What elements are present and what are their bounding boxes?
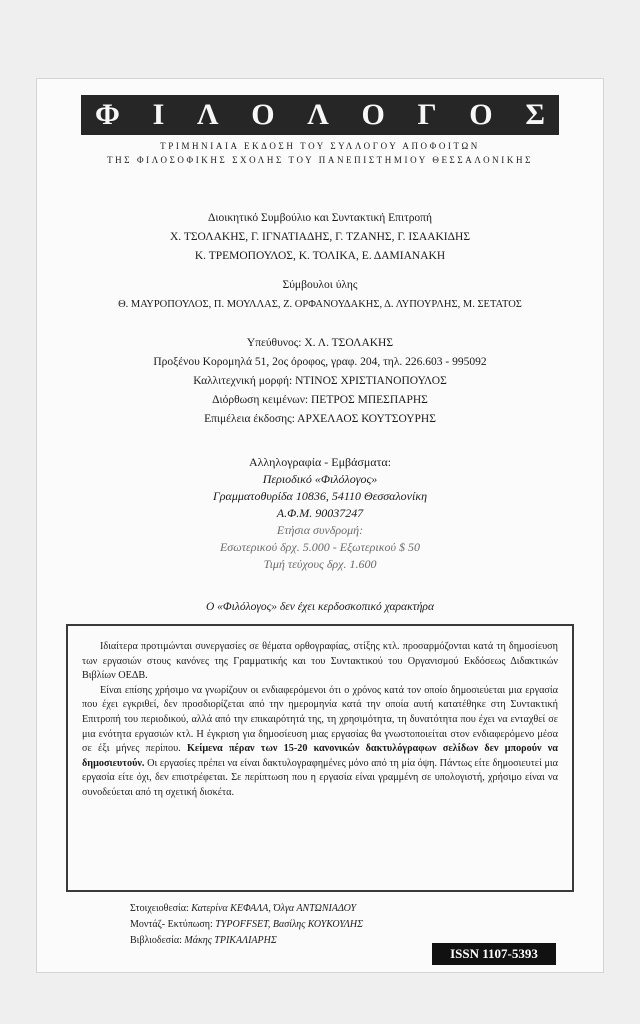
editorial-committee: [47, 209, 593, 266]
title-letter: Ο: [469, 98, 493, 131]
content-advisors: [47, 276, 593, 314]
responsible-person: Υπεύθυνος: Χ. Λ. ΤΣΟΛΑΚΗΣ: [246, 337, 394, 349]
credit-value: TYPOFFSET, Βασίλης ΚΟΥΚΟΥΛΗΣ: [215, 919, 364, 930]
credit-label: Στοιχειοθεσία:: [130, 903, 189, 914]
subtitle-line-2: ΤΗΣ ΦΙΛΟΣΟΦΙΚΗΣ ΣΧΟΛΗΣ ΤΟΥ ΠΑΝΕΠΙΣΤΗΜΙΟΥ ΘΕΣΣΑΛΟΝΙΚΗΣ: [107, 155, 533, 165]
title-letter: Γ: [417, 98, 437, 131]
production-credits: [130, 901, 363, 949]
title-letter: Λ: [196, 98, 219, 131]
title-letter: Φ: [95, 98, 120, 131]
title-letter: Σ: [525, 98, 545, 131]
issn-badge: ISSN 1107-5393: [432, 943, 556, 965]
printing-credit: [130, 917, 363, 933]
committee-members-1: Χ. ΤΣΟΛΑΚΗΣ, Γ. ΙΓΝΑΤΙΑΔΗΣ, Γ. ΤΖΑΝΗΣ, Γ. ΙΣΑΑΚΙΔΗΣ: [169, 231, 471, 243]
proofreading: Διόρθωση κειμένων: ΠΕΤΡΟΣ ΜΠΕΣΠΑΡΗΣ: [212, 394, 428, 406]
title-letter: Ο: [251, 98, 275, 131]
subscription-prices: Εσωτερικού δρχ. 5.000 - Εξωτερικού $ 50: [219, 540, 421, 554]
office-address: Προξένου Κορομηλά 51, 2ος όροφος, γραφ. 204, τηλ. 226.603 - 995092: [153, 356, 487, 368]
tax-number: Α.Φ.Μ. 90037247: [276, 506, 364, 520]
notice-paragraph: Ιδιαίτερα προτιμώνται συνεργασίες σε θέματα ορθογραφίας, στίξης κτλ. προσαρμόζονται κατά τη δημοσίευση των εργασιών στους κανόνες της Γραμματικής και του Συντακτικού του Οργανισμού Εκδόσεως Διδακτικών Βιβλίων ΟΕΔΒ.: [82, 641, 558, 682]
credit-label: Μοντάζ- Εκτύπωση:: [130, 919, 213, 930]
typesetting-credit: [130, 901, 363, 917]
title-letter: Λ: [307, 98, 329, 131]
binding-credit: [130, 933, 363, 949]
notice-paragraph: [82, 684, 558, 801]
credit-value: Κατερίνα ΚΕΦΑΛΑ, Όλγα ΑΝΤΩΝΙΑΔΟΥ: [191, 903, 357, 914]
correspondence-heading: Αλληλογραφία - Εμβάσματα:: [248, 455, 392, 469]
po-box: Γραμματοθυρίδα 10836, 54110 Θεσσαλονίκη: [212, 489, 428, 503]
art-direction: Καλλιτεχνική μορφή: ΝΤΙΝΟΣ ΧΡΙΣΤΙΑΝΟΠΟΥΛΟΣ: [193, 375, 447, 387]
title-letter: Ι: [152, 98, 165, 131]
credit-value: Μάκης ΤΡΙΚΑΛΙΑΡΗΣ: [184, 935, 277, 946]
journal-name: Περιοδικό «Φιλόλογος»: [262, 472, 378, 486]
title-letter: Ο: [361, 98, 385, 131]
subtitle-line-1: ΤΡΙΜΗΝΙΑΙΑ ΕΚΔΟΣΗ ΤΟΥ ΣΥΛΛΟΓΟΥ ΑΠΟΦΟΙΤΩΝ: [160, 141, 480, 151]
issue-price: Τιμή τεύχους δρχ. 1.600: [263, 557, 377, 571]
subscription-label: Ετήσια συνδρομή:: [276, 523, 364, 537]
nonprofit-statement: Ο «Φιλόλογος» δεν έχει κερδοσκοπικό χαρακτήρα: [206, 601, 434, 613]
notice-text: Οι εργασίες πρέπει να είναι δακτυλογραφημένες μόνο από τη μία όψη. Πάντως είτε δημοσιευτεί μια εργασία είτε όχι, δεν επιστρέφεται. Σε περίπτωση που η εργασία είναι γραμμένη σε υπολογιστή, χρήσιμο είναι να συνοδεύεται από τη σχετική δισκέτα.: [82, 757, 558, 798]
committee-members-2: Κ. ΤΡΕΜΟΠΟΥΛΟΣ, Κ. ΤΟΛΙΚΑ, Ε. ΔΑΜΙΑΝΑΚΗ: [194, 250, 446, 262]
committee-heading: Διοικητικό Συμβούλιο και Συντακτική Επιτροπή: [208, 212, 432, 224]
submission-notice-box: [66, 624, 574, 892]
masthead-page: [36, 78, 604, 973]
edition-editor: Επιμέλεια έκδοσης: ΑΡΧΕΛΑΟΣ ΚΟΥΤΣΟΥΡΗΣ: [204, 413, 436, 425]
journal-title-banner: [81, 95, 559, 135]
notice-text: Είναι επίσης χρήσιμο να γνωρίζουν οι ενδιαφερόμενοι ότι ο χρόνος κατά τον οποίο δημοσιεύεται μια εργασία που έχει εγκριθεί, δεν προσδιορίζεται από την ημερομηνία κατά την οποία αυτή κατατέθηκε στη Συντακτική Επιτροπή του περιοδικού, αλλά από την επικαιρότητά της, τη χρησιμότητα, τη δυνατότητα που έχει να ενταχθεί σε μια ενότητα εργασιών κτλ. Η έγκριση για δημοσίευση μιας εργασίας θα γνωστοποιείται στον ενδιαφερόμενο μέσα σε έξι μήνες περίπου.: [82, 684, 558, 755]
advisors-names: Θ. ΜΑΥΡΟΠΟΥΛΟΣ, Π. ΜΟΥΛΛΑΣ, Ζ. ΟΡΦΑΝΟΥΔΑΚΗΣ, Δ. ΛΥΠΟΥΡΛΗΣ, Μ. ΣΕΤΑΤΟΣ: [118, 299, 522, 310]
correspondence-section: [47, 454, 593, 573]
advisors-heading: Σύμβουλοι ύλης: [282, 279, 358, 291]
responsible-section: [47, 334, 593, 429]
credit-label: Βιβλιοδεσία:: [130, 935, 182, 946]
notice-length-limit: Κείμενα πέραν των 15-20 κανονικών δακτυλόγραφων σελίδων δεν μπορούν να δημοσιευτούν.: [82, 743, 558, 769]
